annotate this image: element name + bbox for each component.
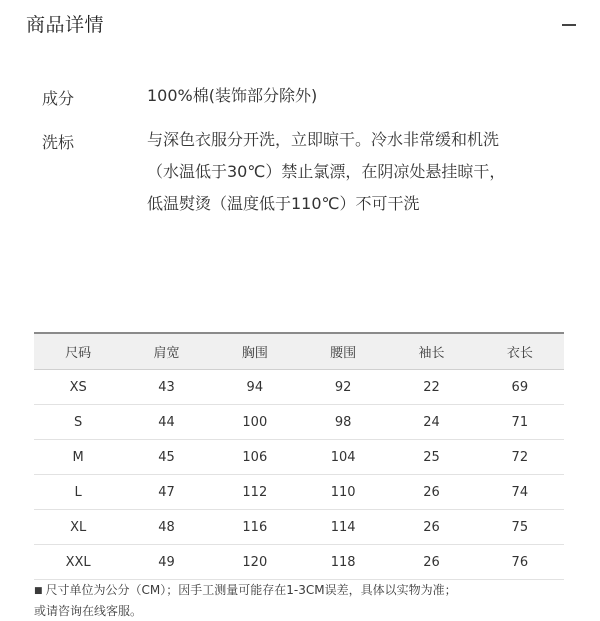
section-header xyxy=(26,10,580,40)
table-cell: 74 xyxy=(476,475,564,510)
table-cell: 43 xyxy=(122,370,210,405)
header-cell: 肩宽 xyxy=(122,333,210,370)
table-header-row xyxy=(34,333,564,370)
table-cell: 98 xyxy=(299,405,387,440)
table-row xyxy=(34,370,564,405)
table-cell: 116 xyxy=(211,510,299,545)
table-cell: 76 xyxy=(476,545,564,580)
table-cell: 26 xyxy=(387,510,475,545)
wash-value xyxy=(147,124,567,220)
composition-value: 100%棉(装饰部分除外) xyxy=(147,86,318,105)
table-cell: 49 xyxy=(122,545,210,580)
table-cell: 47 xyxy=(122,475,210,510)
table-cell: 22 xyxy=(387,370,475,405)
table-cell: 69 xyxy=(476,370,564,405)
header-cell: 胸围 xyxy=(211,333,299,370)
table-cell: XS xyxy=(34,370,122,405)
table-cell: 24 xyxy=(387,405,475,440)
table-cell: 120 xyxy=(211,545,299,580)
table-cell: 75 xyxy=(476,510,564,545)
table-cell: L xyxy=(34,475,122,510)
composition-label: 成分 xyxy=(42,89,75,108)
table-cell: 72 xyxy=(476,440,564,475)
table-cell: 48 xyxy=(122,510,210,545)
note-line: 尺寸单位为公分（CM）；因手工测量可能存在1-3CM误差，具体以实物为准； xyxy=(45,583,457,597)
table-cell: 25 xyxy=(387,440,475,475)
note-line: 或请咨询在线客服。 xyxy=(34,604,143,618)
section-title: 商品详情 xyxy=(26,14,105,36)
table-cell: S xyxy=(34,405,122,440)
table-cell: 44 xyxy=(122,405,210,440)
table-cell: M xyxy=(34,440,122,475)
table-cell: 71 xyxy=(476,405,564,440)
table-cell: 118 xyxy=(299,545,387,580)
table-cell: 114 xyxy=(299,510,387,545)
wash-line: 与深色衣服分开洗，立即晾干。冷水非常缓和机洗 xyxy=(147,130,500,149)
table-cell: XXL xyxy=(34,545,122,580)
table-cell: 106 xyxy=(211,440,299,475)
table-row xyxy=(34,475,564,510)
table-cell: 100 xyxy=(211,405,299,440)
table-cell: 92 xyxy=(299,370,387,405)
wash-line: （水温低于30℃）禁止氯漂，在阴凉处悬挂晾干， xyxy=(147,162,506,181)
table-cell: 104 xyxy=(299,440,387,475)
size-table xyxy=(34,332,564,580)
bullet-icon: ■ xyxy=(34,586,43,596)
table-row xyxy=(34,545,564,580)
header-cell: 袖长 xyxy=(387,333,475,370)
collapse-icon[interactable] xyxy=(562,24,576,26)
header-cell: 腰围 xyxy=(299,333,387,370)
table-cell: 45 xyxy=(122,440,210,475)
table-cell: 110 xyxy=(299,475,387,510)
wash-line: 低温熨烫（温度低于110℃）不可干洗 xyxy=(147,194,420,213)
table-cell: 94 xyxy=(211,370,299,405)
table-cell: XL xyxy=(34,510,122,545)
size-note xyxy=(34,580,574,621)
header-cell: 衣长 xyxy=(476,333,564,370)
table-row xyxy=(34,405,564,440)
wash-label: 洗标 xyxy=(42,133,75,152)
table-row xyxy=(34,510,564,545)
table-cell: 26 xyxy=(387,545,475,580)
table-row xyxy=(34,440,564,475)
table-cell: 26 xyxy=(387,475,475,510)
table-cell: 112 xyxy=(211,475,299,510)
header-cell: 尺码 xyxy=(34,333,122,370)
